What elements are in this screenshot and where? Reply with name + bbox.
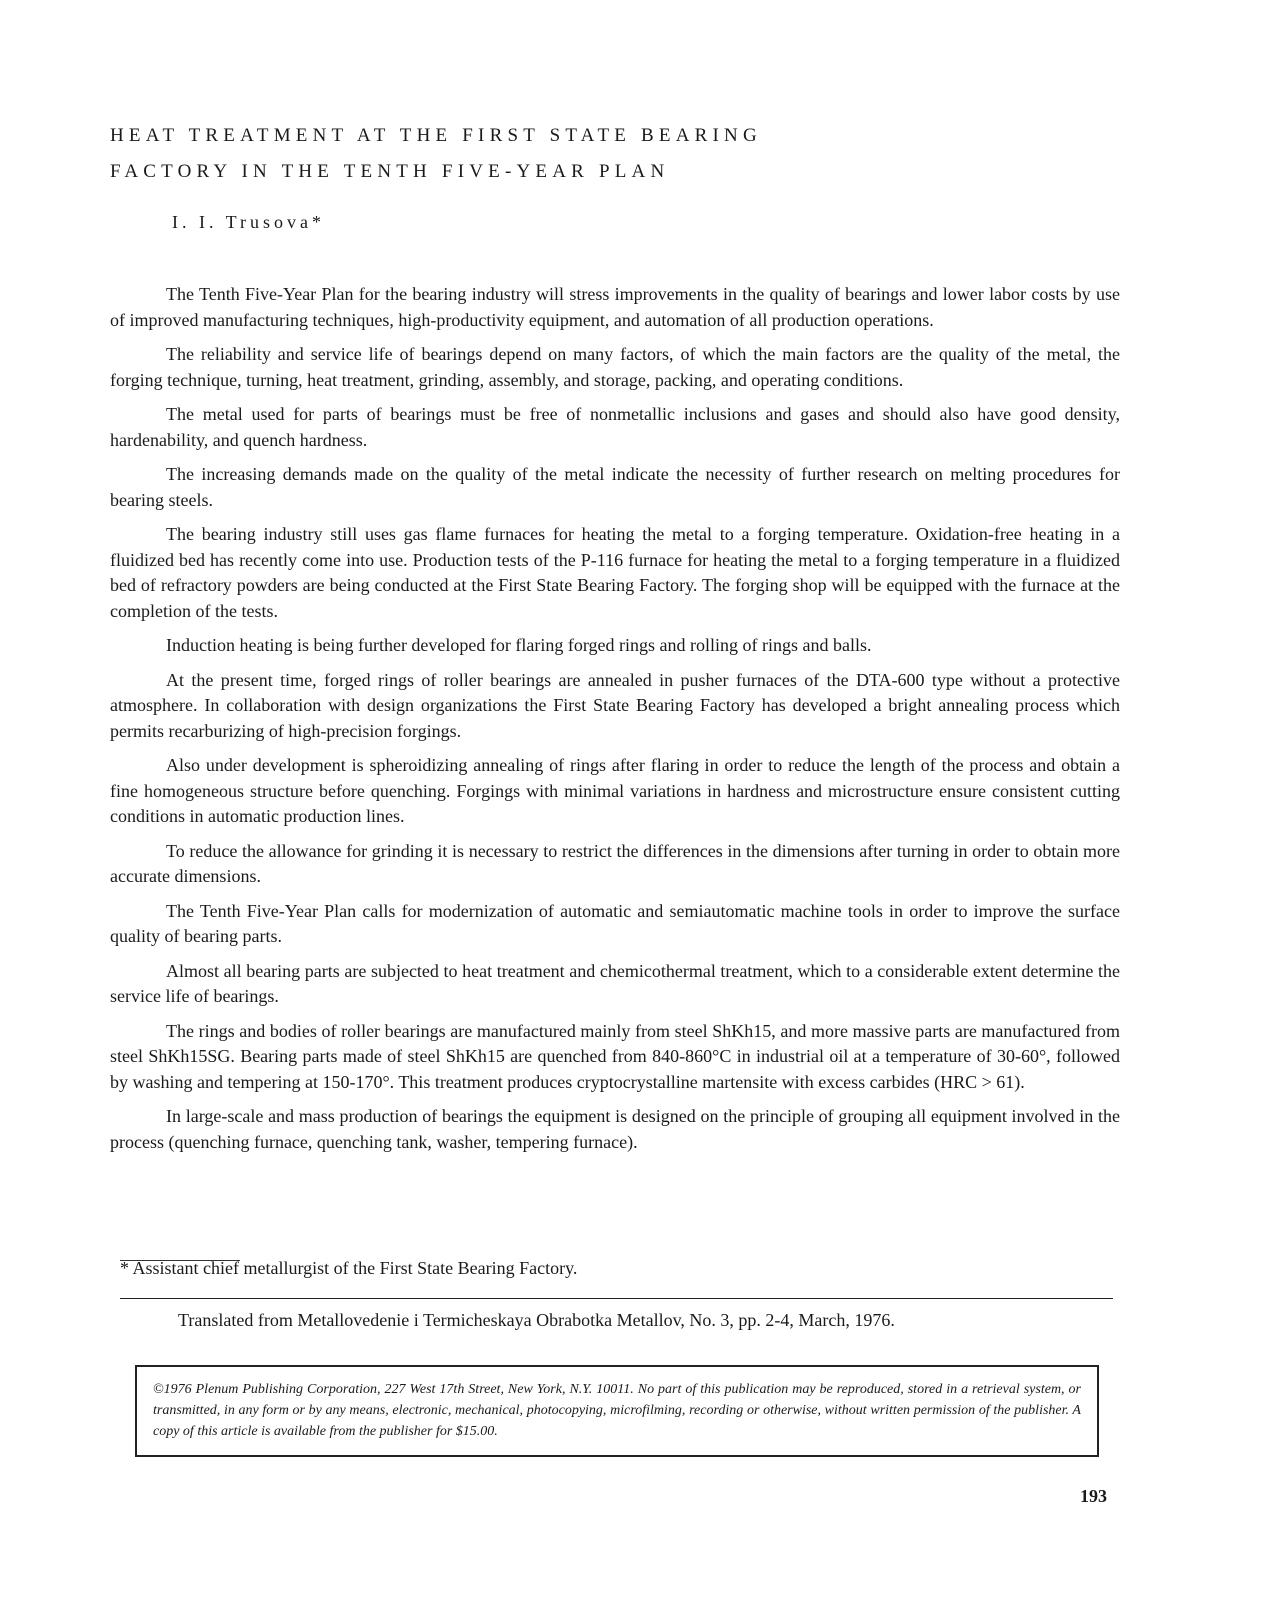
paragraph-8: Also under development is spheroidizing annealing of rings after flaring in order to reduce the length of the process and obtain a fine homogeneous structure before quenching. Forgings with minimal variations in hardness and microstructure ensure consistent cutting conditions in automatic production lines. [110, 755, 1120, 826]
paragraph-7: At the present time, forged rings of roller bearings are annealed in pusher furnaces of the DTA-600 type without a protective atmosphere. In collaboration with design organizations the First State Bearing Factory has developed a bright annealing process which permits recarburizing of high-precision forgings. [110, 669, 1120, 741]
paragraph-3: The metal used for parts of bearings must be free of nonmetallic inclusions and gases and should also have good density, hardenability, and quench hardness. [110, 404, 1120, 450]
paragraph-5: The bearing industry still uses gas flame furnaces for heating the metal to a forging temperature. Oxidation-free heating in a fluidized bed has recently come into use. Production tests of the P-116 furnace for heating the metal to a forging temperature in a fluidized bed of refractory powders are being conducted at the First State Bearing Factory. The forging shop will be equipped with the furnace at the completion of the tests. [110, 524, 1120, 621]
paragraph-12: The rings and bodies of roller bearings are manufactured mainly from steel ShKh15, and more massive parts are manufactured from steel ShKh15SG. Bearing parts made of steel ShKh15 are quenched from 840-860°C in industrial oil at a temperature of 30-60°, followed by washing and tempering at 150-170°. This treatment produces cryptocrystalline martensite with excess carbides (HRC > 61). [110, 1020, 1120, 1092]
footnote: * Assistant chief metallurgist of the First State Bearing Factory. [120, 1258, 578, 1278]
article-title-line-2: FACTORY IN THE TENTH FIVE-YEAR PLAN [110, 161, 670, 182]
paragraph-13: In large-scale and mass production of bearings the equipment is designed on the principle of grouping all equipment involved in the process (quenching furnace, quenching tank, washer, tempering furnace). [110, 1106, 1120, 1152]
paragraph-6: Induction heating is being further developed for flaring forged rings and rolling of rings and balls. [166, 635, 872, 655]
translation-source: Translated from Metallovedenie i Termicheskaya Obrabotka Metallov, No. 3, pp. 2-4, March, 1976. [178, 1310, 895, 1330]
paragraph-9: To reduce the allowance for grinding it is necessary to restrict the differences in the dimensions after turning in order to obtain more accurate dimensions. [110, 840, 1120, 886]
author-name: I. I. Trusova* [172, 212, 326, 232]
section-divider [120, 1298, 1113, 1299]
page-number: 193 [1080, 1486, 1107, 1506]
paragraph-11: Almost all bearing parts are subjected to heat treatment and chemicothermal treatment, which to a considerable extent determine the service life of bearings. [110, 960, 1120, 1006]
paragraph-10: The Tenth Five-Year Plan calls for modernization of automatic and semiautomatic machine tools in order to improve the surface quality of bearing parts. [110, 900, 1120, 946]
paragraph-2: The reliability and service life of bearings depend on many factors, of which the main factors are the quality of the metal, the forging technique, turning, heat treatment, grinding, assembly, and storage, packing, and operating conditions. [110, 344, 1120, 390]
article-body [110, 282, 1120, 1164]
copyright-notice [135, 1365, 1099, 1457]
copyright-text: ©1976 Plenum Publishing Corporation, 227 West 17th Street, New York, N.Y. 10011. No part of this publication may be reproduced, stored in a retrieval system, or transmitted, in any form or by any means, electronic, mechanical, photocopying, microfilming, recording or otherwise, without written permission of the publisher. A copy of this article is available from the publisher for $15.00. [153, 1382, 1081, 1439]
article-title-line-1: HEAT TREATMENT AT THE FIRST STATE BEARING [110, 125, 762, 146]
paragraph-4: The increasing demands made on the quality of the metal indicate the necessity of further research on melting procedures for bearing steels. [110, 464, 1120, 510]
paragraph-1: The Tenth Five-Year Plan for the bearing industry will stress improvements in the quality of bearings and lower labor costs by use of improved manufacturing techniques, high-productivity equipment, and automation of all production operations. [110, 284, 1120, 330]
